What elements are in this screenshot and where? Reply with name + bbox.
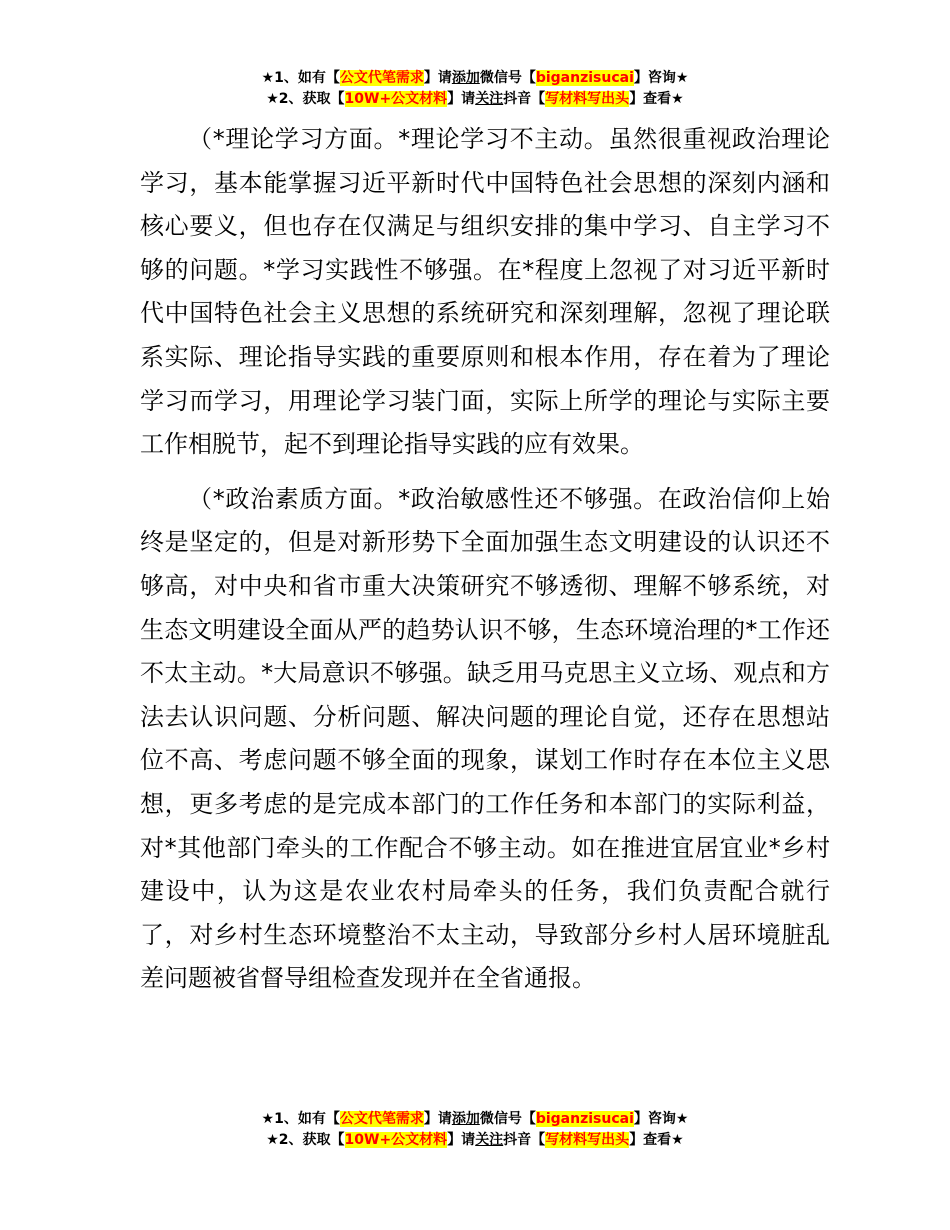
- banner-text-underlined: 添加: [451, 1111, 480, 1127]
- banner-text: 】咨询★: [633, 1111, 689, 1127]
- banner-text: 】查看★: [629, 91, 684, 107]
- banner-text: 】咨询★: [633, 70, 689, 86]
- banner-highlight-materials: 10W+公文材料: [344, 91, 448, 107]
- banner-text: 】请: [447, 1132, 476, 1148]
- banner-text-underlined: 关注: [475, 1132, 504, 1148]
- paragraph-political-quality: （*政治素质方面。*政治敏感性还不够强。在政治信仰上始终是坚定的，但是对新形势下全面加强生态文明建设的认识还不够高，对中央和省市重大决策研究不够透彻、理解不够系统，对生态文明建设全面从严的趋势认识不够，生态环境治理的*工作还不太主动。*大局意识不够强。缺乏用马克思主义立场、观点和方法去认识问题、分析问题、解决问题的理论自觉，还存在思想站位不高、考虑问题不够全面的现象，谋划工作时存在本位主义思想，更多考虑的是完成本部门的工作任务和本部门的实际利益，对*其他部门牵头的工作配合不够主动。如在推进宜居宜业*乡村建设中，认为这是农业农村局牵头的任务，我们负责配合就行了，对乡村生态环境整治不太主动，导致部分乡村人居环境脏乱差问题被省督导组检查发现并在全省通报。: [140, 484, 830, 993]
- banner-line-2: [0, 89, 950, 110]
- banner-highlight-wechat-id: biganzisucai: [535, 1111, 634, 1127]
- banner-text: 抖音【: [503, 91, 546, 107]
- banner-text: 】请: [423, 1111, 452, 1127]
- banner-text: 微信号【: [479, 1111, 536, 1127]
- footer-banner: [0, 1109, 950, 1151]
- banner-highlight-service: 公文代笔需求: [339, 1111, 424, 1127]
- banner-text: 抖音【: [503, 1132, 546, 1148]
- banner-line-2: [0, 1130, 950, 1151]
- banner-text: 】请: [447, 91, 476, 107]
- banner-highlight-douyin: 写材料写出头: [545, 1132, 630, 1148]
- header-banner: [0, 68, 950, 110]
- banner-line-1: [0, 1109, 950, 1130]
- banner-text-underlined: 添加: [451, 70, 480, 86]
- banner-text: ★2、获取【: [266, 1132, 345, 1148]
- banner-highlight-douyin: 写材料写出头: [545, 91, 630, 107]
- banner-highlight-service: 公文代笔需求: [339, 70, 424, 86]
- banner-text: ★2、获取【: [266, 91, 345, 107]
- paragraph-theory-study: （*理论学习方面。*理论学习不主动。虽然很重视政治理论学习，基本能掌握习近平新时代中国特色社会思想的深刻内涵和核心要义，但也存在仅满足与组织安排的集中学习、自主学习不够的问题。*学习实践性不够强。在*程度上忽视了对习近平新时代中国特色社会主义思想的系统研究和深刻理解，忽视了理论联系实际、理论指导实践的重要原则和根本作用，存在着为了理论学习而学习，用理论学习装门面，实际上所学的理论与实际主要工作相脱节，起不到理论指导实践的应有效果。: [140, 125, 830, 459]
- banner-highlight-materials: 10W+公文材料: [344, 1132, 448, 1148]
- banner-text: 】请: [423, 70, 452, 86]
- banner-line-1: [0, 68, 950, 89]
- banner-text-underlined: 关注: [475, 91, 504, 107]
- document-body: [140, 118, 830, 1001]
- banner-text: ★1、如有【: [261, 70, 340, 86]
- banner-highlight-wechat-id: biganzisucai: [535, 70, 634, 86]
- banner-text: 】查看★: [629, 1132, 684, 1148]
- banner-text: 微信号【: [479, 70, 536, 86]
- banner-text: ★1、如有【: [261, 1111, 340, 1127]
